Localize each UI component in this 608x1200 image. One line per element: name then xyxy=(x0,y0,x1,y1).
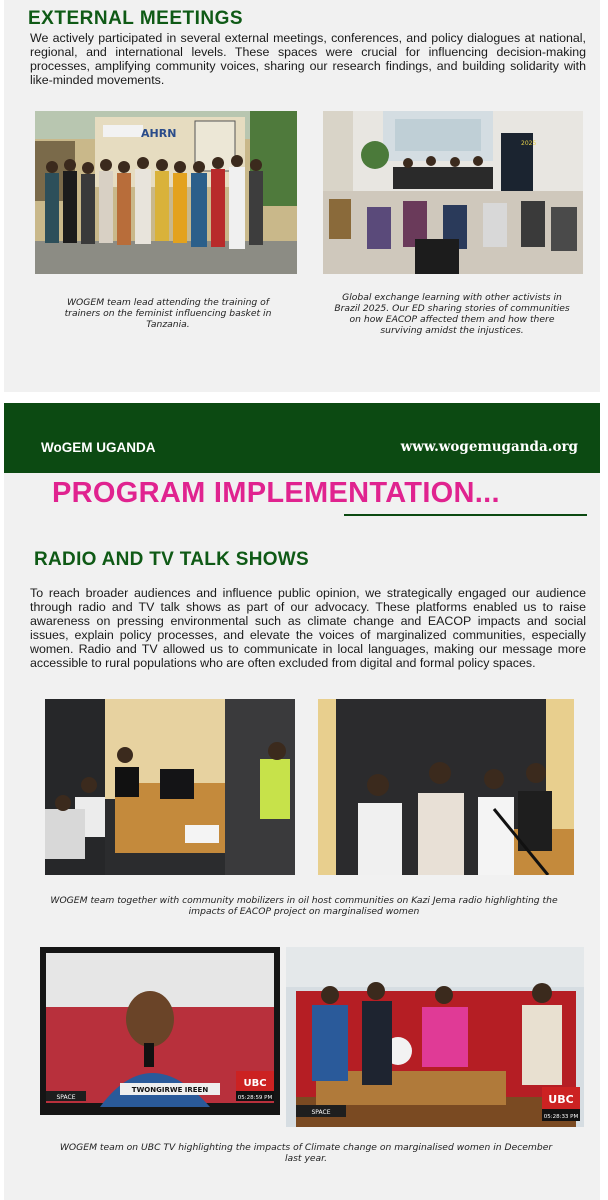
caption-tv: WOGEM team on UBC TV highlighting the impacts of Climate change on marginalised women in December last year. xyxy=(59,1142,553,1164)
photo-radio-studio-1 xyxy=(45,699,295,875)
photo-sign-text: AHRN xyxy=(141,127,177,140)
tv1-space-text: SPACE xyxy=(56,1094,76,1101)
external-meetings-title: EXTERNAL MEETINGS xyxy=(28,8,244,29)
radio-tv-title: RADIO AND TV TALK SHOWS xyxy=(34,549,309,570)
photo-brazil-conference xyxy=(323,111,583,274)
radio-tv-body: To reach broader audiences and influence public opinion, we strategically engaged our audience through radio and TV talk shows as part of our advocacy. These platforms enabled us to raise awareness on pressing environmental such as climate change and EACOP impacts and social issues, explain policy processes, and elevate the voices of marginalized communities, especially women. Radio and TV allowed us to communicate in local languages, making our message more accessible to rural populations who are often excluded from digital and formal policy spaces. xyxy=(30,586,586,670)
tv2-space-text: SPACE xyxy=(311,1109,331,1116)
external-meetings-section xyxy=(4,0,600,392)
caption-training: WOGEM team lead attending the training of trainers on the feminist influencing basket in Tanzania. xyxy=(64,297,272,330)
tv2-time-text: 05:28:33 PM xyxy=(543,1114,579,1120)
conference-banner-text: 2025 xyxy=(521,140,537,147)
tv1-channel-text: UBC xyxy=(243,1078,267,1089)
program-title: PROGRAM IMPLEMENTATION... xyxy=(52,477,500,509)
org-website-link[interactable]: www.wogemuganda.org xyxy=(400,439,578,455)
title-underline xyxy=(344,514,587,516)
photo-tv-screen-2 xyxy=(286,947,584,1127)
org-name: WoGEM UGANDA xyxy=(41,440,156,455)
caption-radio: WOGEM team together with community mobilizers in oil host communities on Kazi Jema radio highlighting the impacts of EACOP project on marginalised women xyxy=(50,895,558,917)
photo-radio-studio-2 xyxy=(318,699,574,875)
tv2-channel-text: UBC xyxy=(548,1093,574,1106)
org-banner xyxy=(4,403,600,473)
tv1-time-text: 05:28:59 PM xyxy=(237,1095,273,1101)
external-meetings-body: We actively participated in several external meetings, conferences, and policy dialogues at national, regional, and international levels. These spaces were crucial for influencing decision-making processes, amplifying community voices, sharing our research findings, and building solidarity with like-minded movements. xyxy=(30,31,586,87)
caption-brazil: Global exchange learning with other activists in Brazil 2025. Our ED sharing stories of communities on how EACOP affected them and how there surviving amidst the injustices. xyxy=(334,292,570,336)
program-section xyxy=(4,403,600,1200)
tv1-name-text: TWONGIRWE IREEN xyxy=(131,1086,209,1094)
photo-training-group xyxy=(35,111,297,274)
photo-tv-screen-1 xyxy=(40,947,280,1115)
